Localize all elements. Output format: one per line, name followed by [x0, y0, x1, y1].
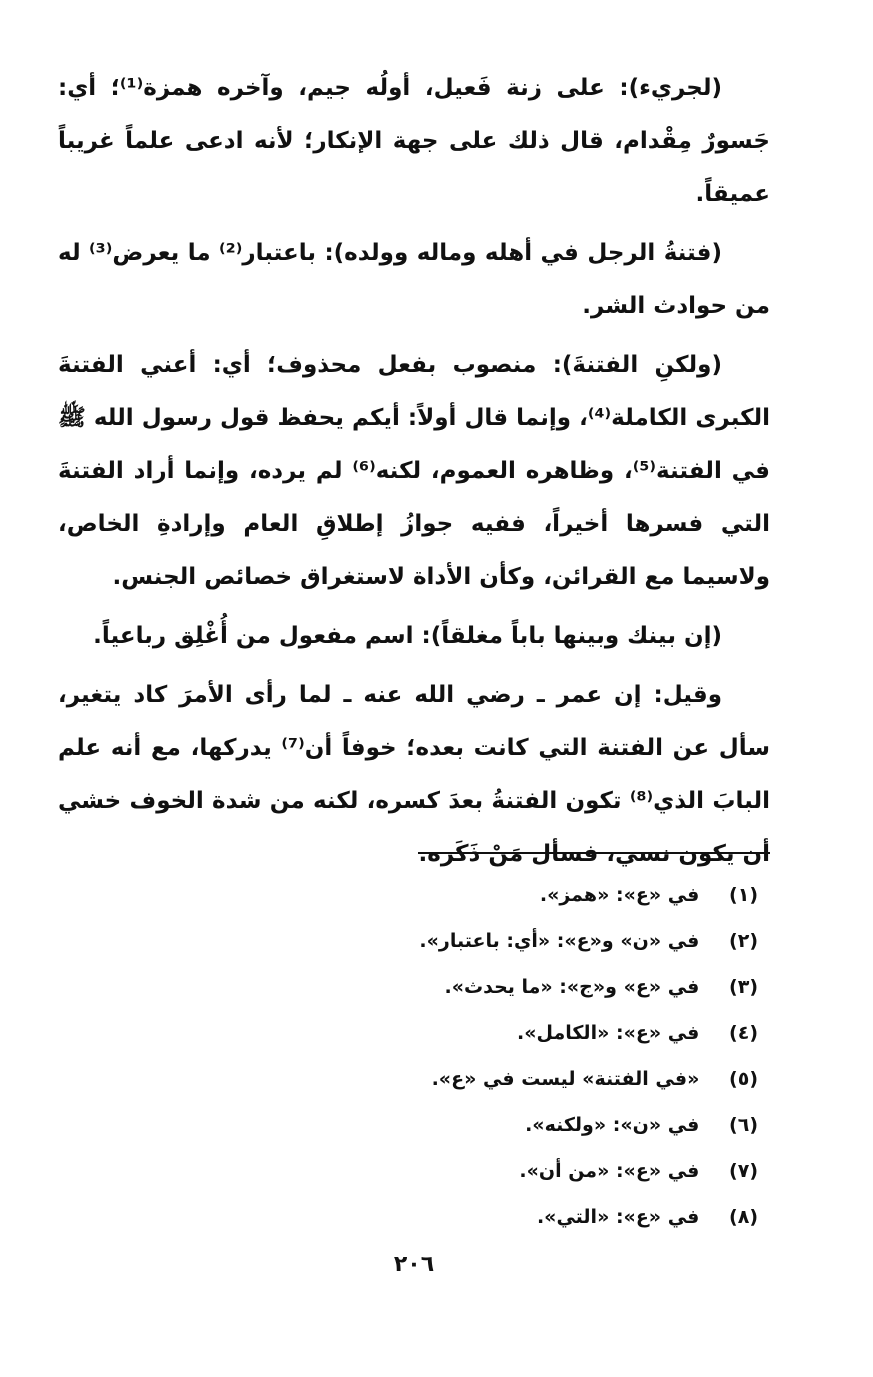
footnote-number: (٣)	[729, 976, 758, 998]
footnote-text: في «ع» و«ج»: «ما يحدث».	[444, 976, 700, 998]
main-text	[58, 62, 770, 881]
footnote-text: في «ع»: «التي».	[536, 1206, 700, 1228]
footnote-divider	[418, 852, 770, 854]
paragraph-2: (فتنةُ الرجل في أهله وماله وولده): باعتبار⁽²⁾ ما يعرض⁽³⁾ له من حوادث الشر.	[58, 240, 770, 319]
footnote-item	[58, 1148, 770, 1194]
footnote-number: (٦)	[729, 1114, 758, 1136]
page-number: ٢٠٦	[393, 1252, 435, 1277]
book-page	[58, 62, 770, 1302]
footnote-item	[58, 1056, 770, 1102]
footnote-number: (٨)	[729, 1206, 758, 1228]
paragraph-1: (لجريء): على زنة فَعيل، أولُه جيم، وآخره همزة⁽¹⁾؛ أي: جَسورٌ مِقْدام، قال ذلك على جهة الإنكار؛ لأنه ادعى علماً غريباً عميقاً.	[58, 75, 770, 207]
footnote-text: في «ع»: «من أن».	[519, 1160, 700, 1182]
footnote-text: في «ن»: «ولكنه».	[525, 1114, 700, 1136]
footnote-number: (١)	[729, 884, 758, 906]
footnote-text: في «ن» و«ع»: «أي: باعتبار».	[419, 930, 700, 952]
footnotes	[58, 872, 770, 1240]
footnote-item	[58, 1102, 770, 1148]
footnote-text: في «ع»: «همز».	[539, 884, 700, 906]
paragraph-4: (إن بينك وبينها باباً مغلقاً): اسم مفعول من أُغْلِق رباعياً.	[93, 623, 722, 649]
footnote-text: «في الفتنة» ليست في «ع».	[431, 1068, 700, 1090]
footnote-number: (٥)	[729, 1068, 758, 1090]
footnote-item	[58, 964, 770, 1010]
footnote-item	[58, 872, 770, 918]
footnote-item	[58, 1010, 770, 1056]
footnote-text: في «ع»: «الكامل».	[517, 1022, 700, 1044]
footnote-number: (٧)	[729, 1160, 758, 1182]
footnote-item	[58, 1194, 770, 1240]
footnote-number: (٤)	[729, 1022, 758, 1044]
paragraph-3: (ولكنِ الفتنةَ): منصوب بفعل محذوف؛ أي: أعني الفتنةَ الكبرى الكاملة⁽⁴⁾، وإنما قال أولاً: أيكم يحفظ قول رسول الله ﷺ في الفتنة⁽⁵⁾، وظاهره العموم، لكنه⁽⁶⁾ لم يرده، وإنما أراد الفتنةَ التي فسرها أخيراً، ففيه جوازُ إطلاقِ العام وإرادةِ الخاص، ولاسيما مع القرائن، وكأن الأداة لاستغراق خصائص الجنس.	[58, 352, 770, 590]
footnote-number: (٢)	[729, 930, 758, 952]
footnote-item	[58, 918, 770, 964]
paragraph-5: وقيل: إن عمر ـ رضي الله عنه ـ لما رأى الأمرَ كاد يتغير، سأل عن الفتنة التي كانت بعده؛ خوفاً أن⁽⁷⁾ يدركها، مع أنه علم البابَ الذي⁽⁸⁾ تكون الفتنةُ بعدَ كسره، لكنه من شدة الخوف خشي أن يكون نسي، فسأل مَنْ ذَكَره.	[58, 682, 770, 867]
